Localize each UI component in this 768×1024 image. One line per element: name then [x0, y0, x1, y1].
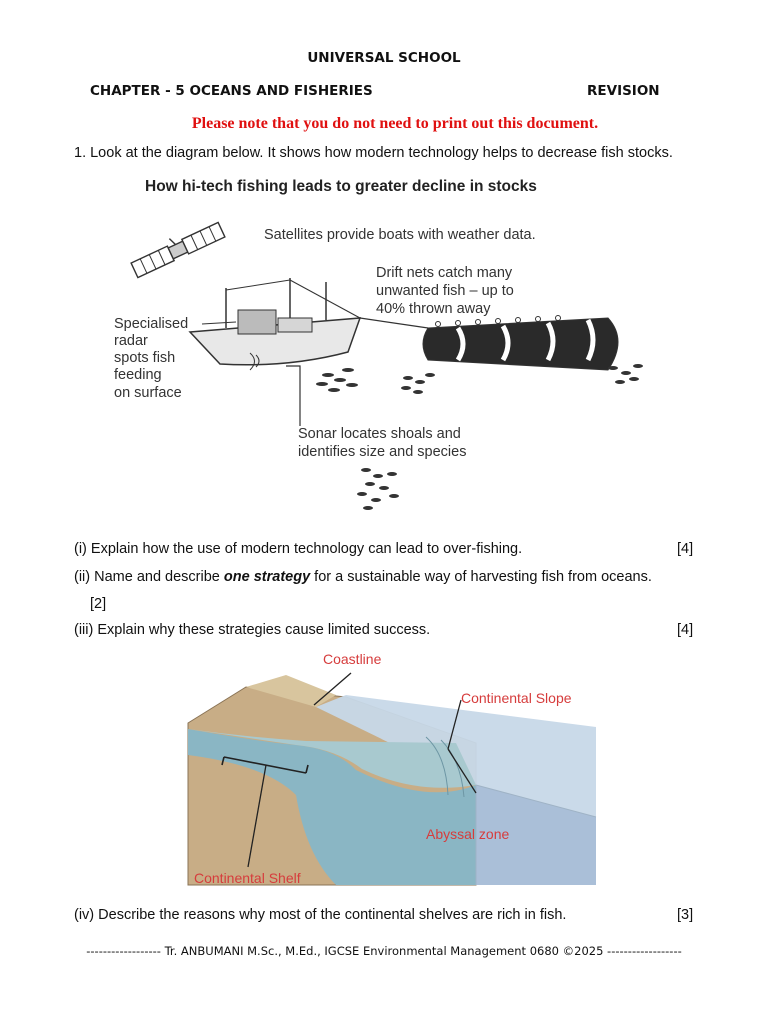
chapter-title: CHAPTER - 5 OCEANS AND FISHERIES: [90, 83, 373, 99]
marks-part-iii: [4]: [677, 622, 694, 638]
radar-label-2: radar: [114, 333, 148, 349]
question-part-i: (i) Explain how the use of modern technology can lead to over-fishing.: [74, 541, 523, 557]
fishing-boat-icon: [190, 278, 360, 370]
revision-tag: REVISION: [587, 83, 660, 99]
question-1-intro: 1. Look at the diagram below. It shows how modern technology helps to decrease fish stocks.: [74, 145, 673, 161]
drift-net-icon: [360, 316, 618, 371]
satellite-label: Satellites provide boats with weather data.: [264, 227, 536, 243]
marks-part-i: [4]: [677, 541, 694, 557]
question-part-ii-emphasis: one strategy: [223, 569, 311, 585]
continental-shelf-label: Continental Shelf: [194, 870, 301, 886]
coastline-label: Coastline: [323, 651, 382, 667]
radar-label-5: on surface: [114, 385, 182, 401]
drift-net-label-1: Drift nets catch many: [376, 265, 513, 281]
satellite-icon: [129, 217, 225, 278]
question-part-ii: [74, 569, 652, 585]
page-footer: ------------------ Tr. ANBUMANI M.Sc., M.Ed., IGCSE Environmental Management 0680 ©2025 ------------------: [86, 944, 682, 958]
radar-label-3: spots fish: [114, 350, 176, 366]
hi-tech-fishing-diagram: [108, 170, 668, 530]
school-title: UNIVERSAL SCHOOL: [307, 50, 461, 66]
radar-label-4: feeding: [114, 367, 162, 383]
ocean-cross-section-diagram: [186, 645, 606, 895]
drift-net-label-3: 40% thrown away: [376, 301, 491, 317]
sonar-label-2: identifies size and species: [298, 444, 467, 460]
drift-net-label-2: unwanted fish – up to: [376, 283, 514, 299]
sonar-label-1: Sonar locates shoals and: [298, 426, 461, 442]
continental-slope-label: Continental Slope: [461, 690, 572, 706]
question-part-ii-tail: for a sustainable way of harvesting fish from oceans.: [310, 569, 652, 585]
radar-label-1: Specialised: [114, 316, 189, 332]
question-part-ii-lead: (ii) Name and describe: [74, 569, 224, 585]
marks-part-ii: [2]: [90, 596, 107, 612]
print-notice: Please note that you do not need to print out this document.: [191, 115, 599, 132]
abyssal-zone-label: Abyssal zone: [426, 826, 510, 842]
question-part-iii: (iii) Explain why these strategies cause limited success.: [74, 622, 431, 638]
fishing-diagram-title: How hi-tech fishing leads to greater decline in stocks: [145, 178, 537, 195]
question-part-iv: (iv) Describe the reasons why most of the continental shelves are rich in fish.: [74, 907, 567, 923]
marks-part-iv: [3]: [677, 907, 694, 923]
